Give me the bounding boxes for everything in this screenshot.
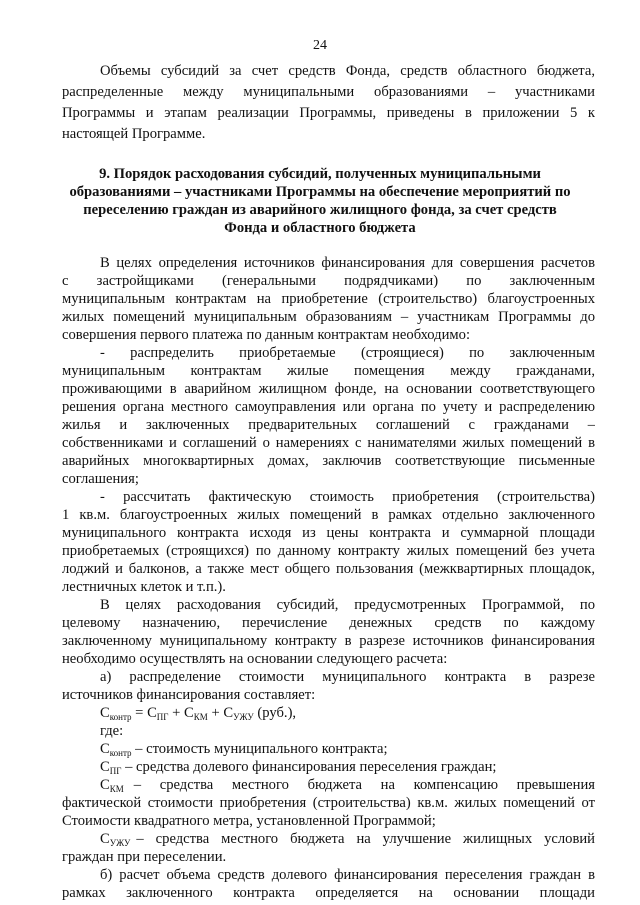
- text-line: решения органа местного самоуправления или органа по учету и распределению: [62, 399, 595, 415]
- definition-text: – стоимость муниципального контракта;: [135, 741, 388, 757]
- formula-subscript: КМ: [193, 712, 208, 722]
- definition-text: – средства местного бюджета на компенсацию превышения: [133, 777, 595, 793]
- formula-symbol: С: [184, 705, 194, 721]
- text-line: муниципальным контрактам жилые помещения между гражданами,: [62, 363, 595, 379]
- text-line: граждан при переселении.: [62, 849, 227, 865]
- formula-symbol: С: [223, 705, 234, 721]
- formula-subscript: ПГ: [109, 766, 122, 776]
- text-line: необходимо осуществлять на основании следующего расчета:: [62, 651, 448, 667]
- text-line: соглашения;: [62, 471, 139, 487]
- definition-line: [100, 740, 595, 758]
- text-line: Программы и этапам реализации Программы, приведены в приложении 5 к: [62, 105, 595, 121]
- formula-symbol: С: [100, 705, 110, 721]
- text-line: целевому назначению, перечисление денежных средств по каждому: [62, 615, 595, 631]
- text-line: жилых помещений муниципальным образованиям – участникам Программы до: [62, 309, 595, 325]
- definition-text: – средства долевого финансирования переселения граждан;: [125, 759, 497, 775]
- text-line: 1 кв.м. благоустроенных жилых помещений в рамках отдельно заключенного: [62, 507, 595, 523]
- text-line: настоящей Программе.: [62, 126, 206, 142]
- formula-subscript: контр: [109, 748, 132, 758]
- text-line: фактической стоимости приобретения (строительства) кв.м. жилых помещений от: [62, 795, 595, 811]
- text-line: муниципальным контрактам на приобретение (строительство) благоустроенных: [62, 291, 595, 307]
- definition-symbol-group: [100, 776, 124, 794]
- definition-line: [100, 776, 595, 794]
- text-line: б) расчет объема средств долевого финансирования переселения граждан в: [100, 867, 595, 883]
- text-line: лестничных клеток и т.п.).: [62, 579, 226, 595]
- section-heading-line: образованиями – участниками Программы на обеспечение мероприятий по: [69, 184, 571, 200]
- formula-symbol: С: [100, 759, 110, 775]
- text-line: проживающими в аварийном жилищном фонде, на основании соответствующего: [62, 381, 595, 397]
- text-line: где:: [100, 723, 124, 739]
- text-line: а) распределение стоимости муниципального контракта в разрезе: [100, 669, 595, 685]
- text-line: В целях расходования субсидий, предусмотренных Программой, по: [100, 597, 595, 613]
- formula-subscript: УЖУ: [233, 712, 254, 722]
- text-line: совершения первого платежа по данным контрактам необходимо:: [62, 327, 471, 343]
- formula-symbol: С: [100, 831, 110, 847]
- text-line: - распределить приобретаемые (строящиеся) по заключенным: [100, 345, 595, 361]
- section-heading-line: 9. Порядок расходования субсидий, полученных муниципальными: [99, 166, 541, 182]
- formula-subscript: ПГ: [156, 712, 169, 722]
- text-line: Стоимости квадратного метра, установленной Программой;: [62, 813, 436, 829]
- definition-symbol-group: [100, 830, 130, 848]
- formula-subscript: УЖУ: [109, 838, 131, 848]
- formula-unit: (руб.),: [257, 705, 297, 721]
- section-heading-line: переселению граждан из аварийного жилищного фонда, за счет средств: [83, 202, 557, 218]
- formula-operator: +: [211, 705, 220, 721]
- formula-operator: +: [172, 705, 181, 721]
- text-line: жилья и заключенных предварительных соглашений с гражданами –: [62, 417, 595, 433]
- text-line: с застройщиками (генеральными подрядчиками) по заключенным: [62, 273, 595, 289]
- formula-symbol: С: [147, 705, 157, 721]
- definition-line: [100, 830, 595, 848]
- section-heading-line: Фонда и областного бюджета: [224, 220, 416, 236]
- definition-line: [100, 758, 595, 776]
- text-line: Объемы субсидий за счет средств Фонда, средств областного бюджета,: [100, 63, 595, 79]
- text-line: аварийных многоквартирных домах, заключив соответствующие письменные: [62, 453, 595, 469]
- text-line: муниципального контракта исходя из цены контракта и суммарной площади: [62, 525, 595, 541]
- formula-symbol: С: [100, 777, 110, 793]
- formula-line: [100, 704, 595, 722]
- definition-text: – средства местного бюджета на улучшение жилищных условий: [136, 831, 595, 847]
- text-line: распределенные между муниципальными образованиями – участниками: [62, 84, 595, 100]
- formula-symbol: С: [100, 741, 110, 757]
- page-number: 24: [313, 38, 327, 53]
- text-line: собственниками и соглашений о намерениях с нанимателями жилых помещений в: [62, 435, 595, 451]
- formula-subscript: КМ: [109, 784, 124, 794]
- text-line: заключенному муниципальному контракту в разрезе источников финансирования: [62, 633, 595, 649]
- text-line: В целях определения источников финансирования для совершения расчетов: [100, 255, 595, 271]
- text-line: источников финансирования составляет:: [62, 687, 316, 703]
- text-line: лоджий и балконов, а также мест общего пользования (межквартирных площадок,: [62, 561, 595, 577]
- formula-operator: =: [135, 705, 144, 721]
- text-line: - рассчитать фактическую стоимость приобретения (строительства): [100, 489, 595, 505]
- text-line: рамках заключенного контракта определяется на основании площади: [62, 885, 595, 901]
- text-line: приобретаемых (строящихся) по данному контракту жилых помещений без учета: [62, 543, 595, 559]
- formula-subscript: контр: [109, 712, 132, 722]
